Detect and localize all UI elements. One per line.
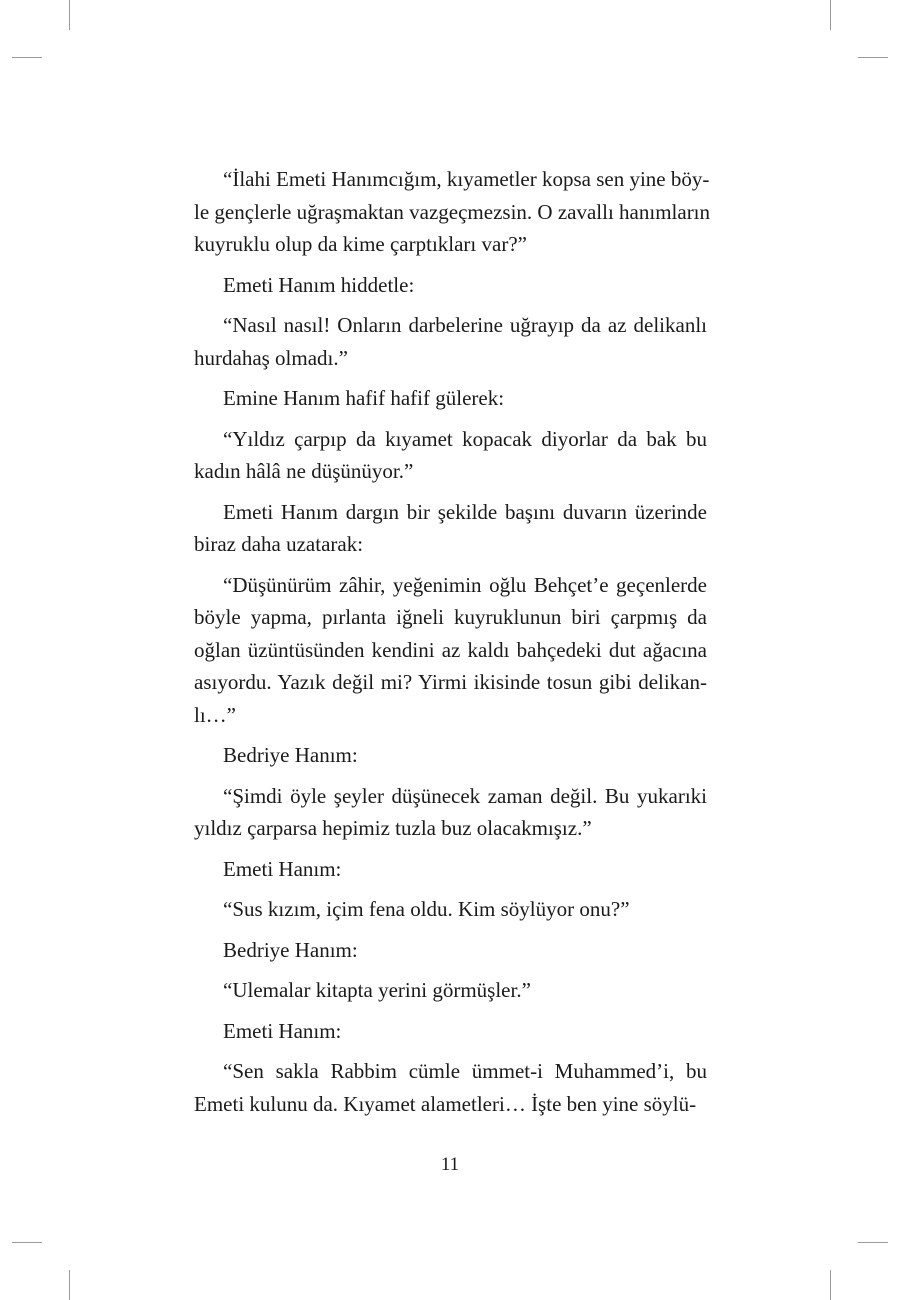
paragraph bbox=[194, 569, 707, 732]
paragraph bbox=[194, 309, 707, 374]
crop-mark-bottom-left-vertical bbox=[69, 1270, 70, 1300]
text-line: “Düşünürüm zâhir, yeğenimin oğlu Behçet’e geçenlerde bbox=[223, 572, 707, 597]
text-line: Emeti Hanım: bbox=[223, 856, 342, 881]
paragraph bbox=[194, 496, 707, 561]
paragraph bbox=[194, 382, 707, 415]
text-line: Emeti Hanım dargın bir şekilde başını duvarın üzerinde bbox=[223, 499, 707, 524]
text-line: “Ulemalar kitapta yerini görmüşler.” bbox=[223, 978, 531, 1002]
paragraph bbox=[194, 853, 707, 886]
paragraph bbox=[194, 739, 707, 772]
text-line: “Sen sakla Rabbim cümle ümmet-i Muhammed’i, bu bbox=[223, 1059, 707, 1083]
text-line: Emeti Hanım hiddetle: bbox=[223, 272, 415, 297]
crop-mark-top-left-horizontal bbox=[12, 57, 42, 58]
text-line: Emine Hanım hafif hafif gülerek: bbox=[223, 386, 505, 410]
crop-mark-bottom-left-horizontal bbox=[12, 1242, 42, 1243]
text-line: kuyruklu olup da kime çarptıkları var?” bbox=[194, 232, 527, 256]
crop-mark-bottom-right-vertical bbox=[830, 1270, 831, 1300]
text-line: Emeti kulunu da. Kıyamet alametleri… İşte ben yine söylü- bbox=[194, 1091, 697, 1116]
paragraph bbox=[194, 269, 707, 302]
paragraph bbox=[194, 423, 707, 488]
paragraph bbox=[194, 893, 707, 926]
text-line: lı…” bbox=[194, 702, 236, 727]
text-line: “Yıldız çarpıp da kıyamet kopacak diyorlar da bak bu bbox=[223, 426, 707, 451]
text-line: böyle yapma, pırlanta iğneli kuyruklunun biri çarpmış da bbox=[194, 605, 707, 629]
text-line: kadın hâlâ ne düşünüyor.” bbox=[194, 459, 414, 483]
text-line: “Şimdi öyle şeyler düşünecek zaman değil. Bu yukarıki bbox=[223, 783, 707, 808]
text-line: biraz daha uzatarak: bbox=[194, 532, 364, 556]
text-line: hurdahaş olmadı.” bbox=[194, 345, 348, 370]
text-line: Bedriye Hanım: bbox=[223, 937, 358, 962]
paragraph bbox=[194, 163, 711, 261]
crop-mark-top-right-horizontal bbox=[858, 57, 888, 58]
text-line: oğlan üzüntüsünden kendini az kaldı bahçedeki dut ağacına bbox=[194, 637, 707, 662]
paragraph bbox=[194, 934, 707, 967]
crop-mark-top-right-vertical bbox=[830, 0, 831, 30]
paragraph bbox=[194, 1015, 707, 1048]
text-line: “İlahi Emeti Hanımcığım, kıyametler kopsa sen yine böy- bbox=[223, 167, 710, 191]
page-number: 11 bbox=[440, 1154, 460, 1175]
crop-mark-top-left-vertical bbox=[69, 0, 70, 30]
paragraph bbox=[194, 974, 707, 1007]
paragraph bbox=[194, 780, 707, 845]
text-line: Bedriye Hanım: bbox=[223, 743, 358, 767]
page-body bbox=[194, 163, 711, 1128]
text-line: “Nasıl nasıl! Onların darbelerine uğrayıp da az delikanlı bbox=[223, 313, 707, 337]
text-line: Emeti Hanım: bbox=[223, 1018, 342, 1043]
text-line: “Sus kızım, içim fena oldu. Kim söylüyor onu?” bbox=[223, 897, 630, 921]
text-line: yıldız çarparsa hepimiz tuzla buz olacakmışız.” bbox=[194, 816, 592, 840]
crop-mark-bottom-right-horizontal bbox=[858, 1242, 888, 1243]
text-line: le gençlerle uğraşmaktan vazgeçmezsin. O zavallı hanımların bbox=[194, 199, 711, 224]
text-line: asıyordu. Yazık değil mi? Yirmi ikisinde tosun gibi delikan- bbox=[194, 670, 707, 694]
paragraph bbox=[194, 1055, 707, 1120]
